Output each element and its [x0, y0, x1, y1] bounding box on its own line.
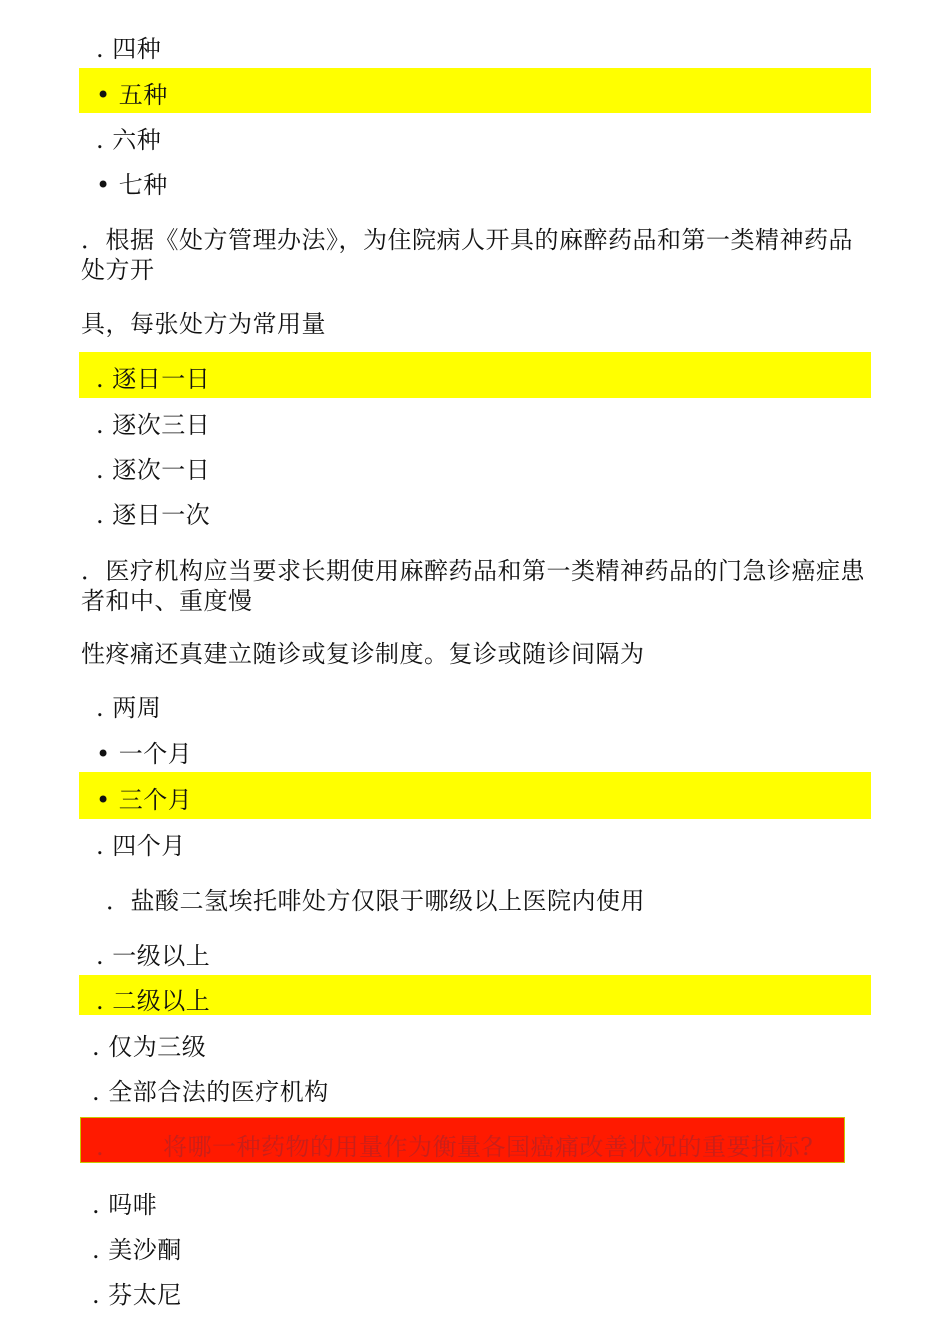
- question-stem: ．根据《处方管理办法》，为住院病人开具的麻醉药品和第一类精神药品处方开: [81, 226, 853, 284]
- option-a: . 四种: [96, 35, 162, 63]
- option-a: . 吗啡: [92, 1191, 158, 1219]
- question-stem-continuation: 性疼痛还真建立随诊或复诊制度。复诊或随诊间隔为: [81, 640, 645, 668]
- option-a: . 一级以上: [96, 942, 211, 970]
- option-d: • 七种: [96, 171, 168, 199]
- option-b: . 美沙酮: [92, 1236, 182, 1264]
- option-b: . 逐次三日: [96, 411, 211, 439]
- option-c: • 三个月: [96, 786, 193, 814]
- option-d: . 逐日一次: [96, 501, 211, 529]
- option-a: . 逐日一日: [96, 365, 211, 393]
- option-b: • 五种: [96, 81, 168, 109]
- question-stem-prefix: .: [96, 1133, 105, 1161]
- option-c: . 仅为三级: [92, 1033, 207, 1061]
- option-d: . 四个月: [96, 832, 186, 860]
- question-stem: ．盐酸二氢埃托啡处方仅限于哪级以上医院内使用: [106, 887, 645, 915]
- answer-highlight-q-prev: [79, 68, 871, 113]
- option-c: . 六种: [96, 126, 162, 154]
- question-stem: 将哪一种药物的用量作为衡量各国癌痛改善状况的重要指标?: [163, 1133, 814, 1161]
- option-c: . 逐次一日: [96, 456, 211, 484]
- option-b: . 二级以上: [96, 987, 211, 1015]
- option-a: . 两周: [96, 694, 162, 722]
- option-d: . 全部合法的医疗机构: [92, 1078, 329, 1106]
- option-b: • 一个月: [96, 740, 193, 768]
- question-stem-continuation: 具，每张处方为常用量: [81, 310, 326, 338]
- answer-highlight-q2: [79, 772, 871, 819]
- option-c: . 芬太尼: [92, 1281, 182, 1309]
- question-stem: ．医疗机构应当要求长期使用麻醉药品和第一类精神药品的门急诊癌症患者和中、重度慢: [81, 557, 865, 615]
